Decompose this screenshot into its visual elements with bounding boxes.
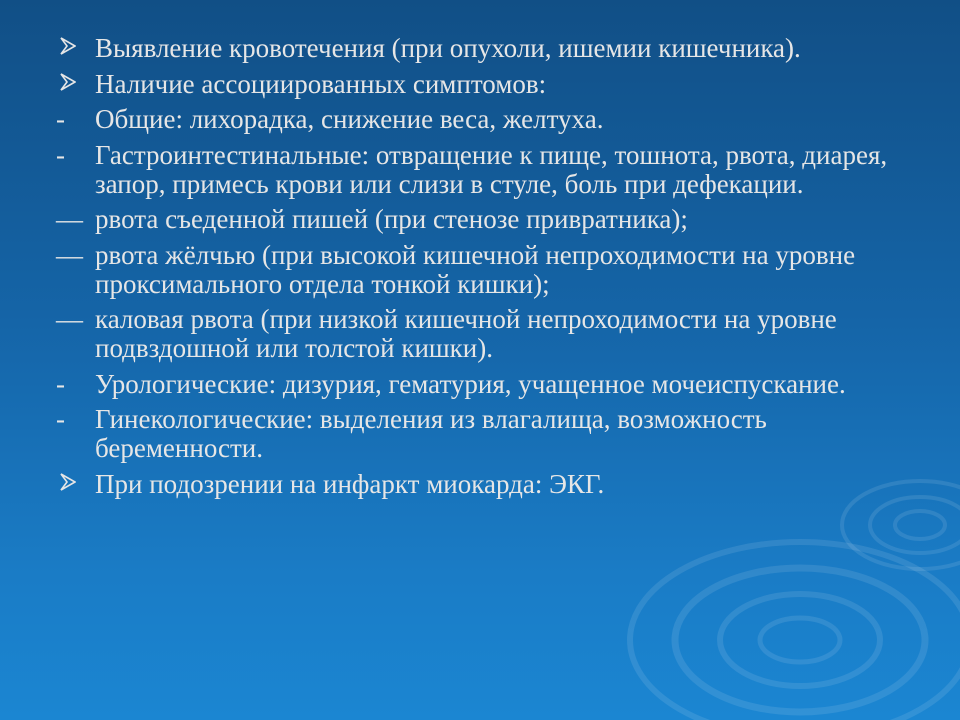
arrow-bullet-icon (60, 73, 76, 91)
list-item (56, 305, 936, 363)
list-item (56, 105, 936, 134)
list-item-text: каловая рвота (при низкой кишечной непроходимости на уровне подвздошной или толстой кишки). (95, 304, 837, 363)
list-item (56, 205, 936, 234)
em-dash-bullet: — (56, 239, 83, 270)
list-item-text: При подозрении на инфаркт миокарда: ЭКГ. (95, 468, 605, 499)
list-item (56, 405, 936, 463)
arrow-bullet-icon (60, 37, 76, 55)
list-item-text: Наличие ассоциированных симптомов: (95, 68, 547, 99)
list-item (56, 34, 936, 63)
dash-bullet: - (56, 404, 65, 434)
em-dash-bullet: — (56, 204, 83, 234)
arrow-bullet-icon (60, 473, 76, 491)
dash-bullet: - (56, 368, 65, 399)
list-item-text: рвота жёлчью (при высокой кишечной непроходимости на уровне проксимального отдела тонкой кишки); (95, 239, 856, 299)
list-item-text: Общие: лихорадка, снижение веса, желтуха. (95, 104, 604, 134)
list-item-text: Гинекологические: выделения из влагалища, возможность беременности. (95, 404, 767, 463)
list-item (56, 370, 936, 399)
list-item-text: Урологические: дизурия, гематурия, учащенное мочеиспускание. (95, 368, 846, 399)
list-item-text: рвота съеденной пишей (при стенозе привратника); (95, 204, 688, 234)
list-item-text: Гастроинтестинальные: отвращение к пище, тошнота, рвота, диарея, запор, примесь крови или слизи в стуле, боль при дефекации. (95, 139, 888, 199)
list-item (56, 241, 936, 299)
bullet-list (56, 34, 936, 505)
list-item-text: Выявление кровотечения (при опухоли, ишемии кишечника). (95, 33, 801, 63)
list-item (56, 470, 936, 499)
dash-bullet: - (56, 139, 65, 170)
list-item (56, 70, 936, 99)
dash-bullet: - (56, 104, 65, 134)
em-dash-bullet: — (56, 304, 83, 334)
list-item (56, 141, 936, 199)
